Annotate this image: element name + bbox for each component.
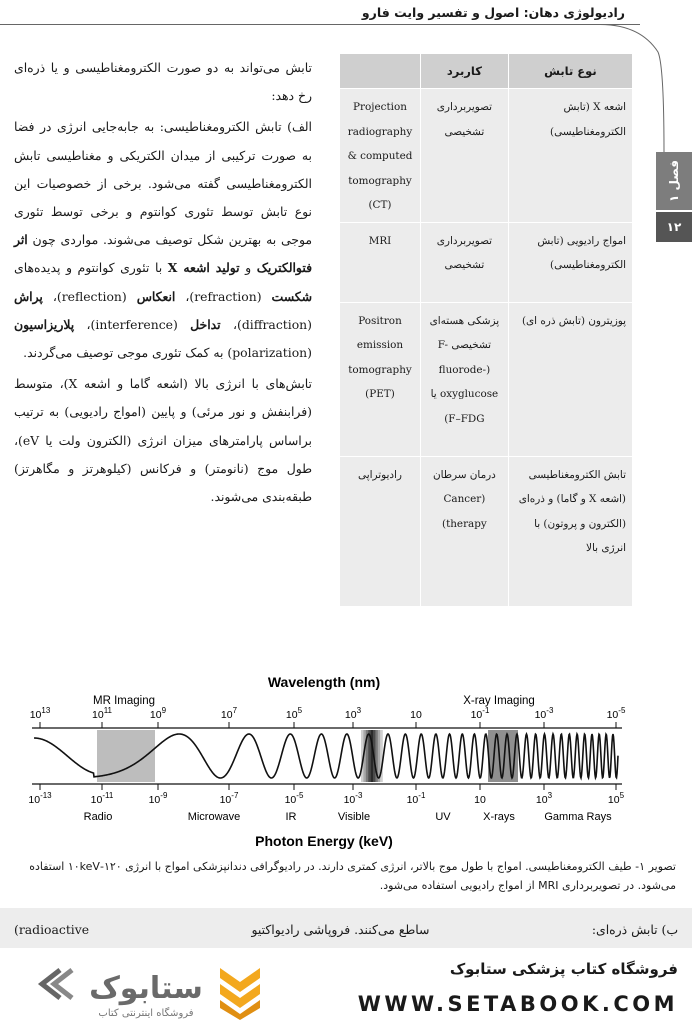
chapter-label: فصل ۱ (667, 160, 681, 202)
energy-tick-label: $10^{-7}$ (219, 791, 239, 806)
header-rule (0, 24, 640, 25)
wavelength-tick-label: $10^{-3}$ (534, 706, 554, 721)
energy-tick-label: $10^{-3}$ (343, 791, 363, 806)
xray-imaging-label: X-ray Imaging (463, 695, 535, 707)
table-cell-type: تابش الکترومغناطیسی (اشعه X و گاما) و ذره‌ای (الکترون و پروتون) با انرژی بالا (508, 456, 632, 606)
band-label: Radio (83, 811, 113, 823)
chapter-tab (656, 152, 692, 210)
paragraph-electromagnetic (14, 113, 312, 367)
text-span: (refraction)، (175, 288, 272, 304)
wavelength-tick-label: $10^3$ (344, 706, 362, 721)
bold-term: اثر فتوالکتریک (14, 232, 312, 276)
paragraph-energy-levels: تابش‌های با انرژی بالا (اشعه گاما و اشعه X)، متوسط (فرابنفش و نور مرئی) و پایین (امواج رادیویی) به ترتیب براساس پارامترهای میزان انرژی (الکترون ولت یا eV)، طول موج (نانومتر) و فرکانس (کیلوهرتز و مگاهرتز) طبقه‌بندی می‌شوند. (14, 376, 312, 505)
bold-term: پلاریزاسیون (14, 316, 75, 332)
band-label: X-rays (483, 811, 515, 823)
table-cell-use: تصویربرداری تشخیصی (420, 89, 508, 223)
table-row (340, 302, 633, 456)
table-cell-name: Positron emission tomography (PET) (340, 302, 421, 456)
table-cell-type: اشعه X (تابش الکترومغناطیسی) (508, 89, 632, 223)
energy-tick-label: $10^{-1}$ (406, 791, 426, 806)
energy-ticks (28, 784, 624, 806)
body-text (14, 54, 312, 514)
wavelength-tick-label: $10^9$ (149, 706, 167, 721)
energy-tick-label: $10^{-13}$ (28, 791, 52, 806)
paragraph-intro: تابش می‌تواند به دو صورت الکترومغناطیسی و یا ذره‌ای رخ دهد: (14, 60, 312, 104)
energy-axis-label: Photon Energy (keV) (255, 833, 393, 849)
mr-imaging-label: MR Imaging (93, 695, 155, 707)
text-span: و (239, 260, 257, 276)
logo-subtitle: فروشگاه اینترنتی کتاب (98, 1008, 194, 1019)
continuation-middle: ساطع می‌کنند. فروپاشی رادیواکتیو (251, 922, 430, 937)
energy-tick-label: $10^3$ (535, 791, 553, 806)
table-row (340, 456, 633, 606)
logo-text: ستابوک (89, 971, 203, 1006)
em-spectrum-figure (28, 672, 664, 852)
store-name: فروشگاه کتاب پزشکی ستابوک (449, 960, 678, 978)
band-label: Visible (337, 811, 371, 823)
energy-tick-label: 10 (474, 794, 486, 806)
bold-term: تولید اشعه X (167, 260, 240, 276)
table-row (340, 222, 633, 302)
text-span: (diffraction)، (220, 316, 312, 332)
band-label: IR (285, 811, 297, 823)
table-header-cell: کاربرد (420, 54, 508, 89)
wavelength-tick-label: $10^{-5}$ (606, 706, 626, 721)
running-header: رادیولوژی دهان: اصول و تفسیر وایت فارو (361, 5, 625, 20)
wavelength-tick-label: $10^{11}$ (92, 706, 112, 721)
text-span: (interference)، (74, 316, 191, 332)
band-label: Gamma Rays (544, 811, 612, 823)
energy-tick-label: $10^{-11}$ (90, 791, 114, 806)
table-cell-name: MRI (340, 222, 421, 302)
wavelength-tick-label: $10^{-1}$ (470, 706, 490, 721)
table-cell-name: Projection radiography & computed tomography (CT) (340, 89, 421, 223)
text-span: الف) تابش الکترومغناطیسی: به جابه‌جایی انرژی در فضا به صورت ترکیبی از میدان الکتریکی و مغناطیسی تابش الکترومغناطیسی گفته می‌شود. برخی از خصوصیات این نوع تابش توسط تئوری کوانتوم و برخی توسط تئوری موجی به بهترین شکل توصیف می‌شوند. مواردی چون (14, 119, 312, 248)
wavelength-tick-label: $10^5$ (285, 706, 303, 721)
table-row (340, 89, 633, 223)
radiation-uses-table (339, 54, 632, 606)
text-span: (reflection)، (42, 288, 137, 304)
wavelength-tick-label: 10 (410, 709, 422, 721)
page-number: ۱۲ (656, 212, 692, 242)
logo-chevron-icon (220, 968, 260, 1020)
table-cell-type: پوزیترون (تابش ذره ای) (508, 302, 632, 456)
text-span: با تئوری کوانتوم و پدیده‌های (14, 260, 168, 276)
table-cell-type: امواج رادیویی (تابش الکترومغناطیسی) (508, 222, 632, 302)
energy-tick-label: $10^{-5}$ (284, 791, 304, 806)
figure-caption: تصویر ۱- طیف الکترومغناطیسی. امواج با طول موج بالاتر، انرژی کمتری دارند. در رادیوگرافی دندانپزشکی امواج با انرژی ۱۲۰-۱۰keV استفاده می‌شود. در تصویربرداری MRI از امواج رادیویی استفاده می‌شود. (29, 860, 676, 892)
table-cell-name: رادیوتراپی (340, 456, 421, 606)
wavelength-title: Wavelength (nm) (267, 674, 381, 690)
table-header-cell (340, 54, 421, 89)
table-cell-use: پزشکی هسته‌ای تشخیصی F-fluorode-) oxyglucose یا F–FDG) (420, 302, 508, 456)
continuation-right: ب) تابش ذره‌ای: (591, 922, 678, 937)
store-url[interactable]: WWW.SETABOOK.COM (357, 992, 678, 1016)
band-labels (84, 811, 612, 823)
table-cell-use: تصویربرداری تشخیصی (420, 222, 508, 302)
bold-term: تداخل (190, 316, 221, 332)
text-span: (polarization) به کمک تئوری موجی توصیف می‌گردند. (23, 345, 312, 361)
bold-term: شکست (271, 288, 312, 304)
band-label: UV (435, 811, 451, 823)
energy-tick-label: $10^{-9}$ (148, 791, 168, 806)
store-logo (34, 960, 269, 1020)
wavelength-ticks (30, 706, 626, 728)
wavelength-tick-label: $10^{13}$ (29, 706, 51, 721)
logo-arrows-icon (42, 970, 72, 998)
wavelength-tick-label: $10^7$ (220, 706, 238, 721)
continuation-left: (radioactive (14, 922, 90, 937)
bold-term: انعکاس (136, 288, 176, 304)
table-cell-use: درمان سرطان (Cancer therapy) (420, 456, 508, 606)
band-label: Microwave (187, 811, 241, 823)
energy-tick-label: $10^5$ (607, 791, 625, 806)
continuation-line (14, 922, 678, 937)
table-header-row (340, 54, 633, 89)
bold-term: پراش (14, 288, 43, 304)
table-header-cell: نوع تابش (508, 54, 632, 89)
